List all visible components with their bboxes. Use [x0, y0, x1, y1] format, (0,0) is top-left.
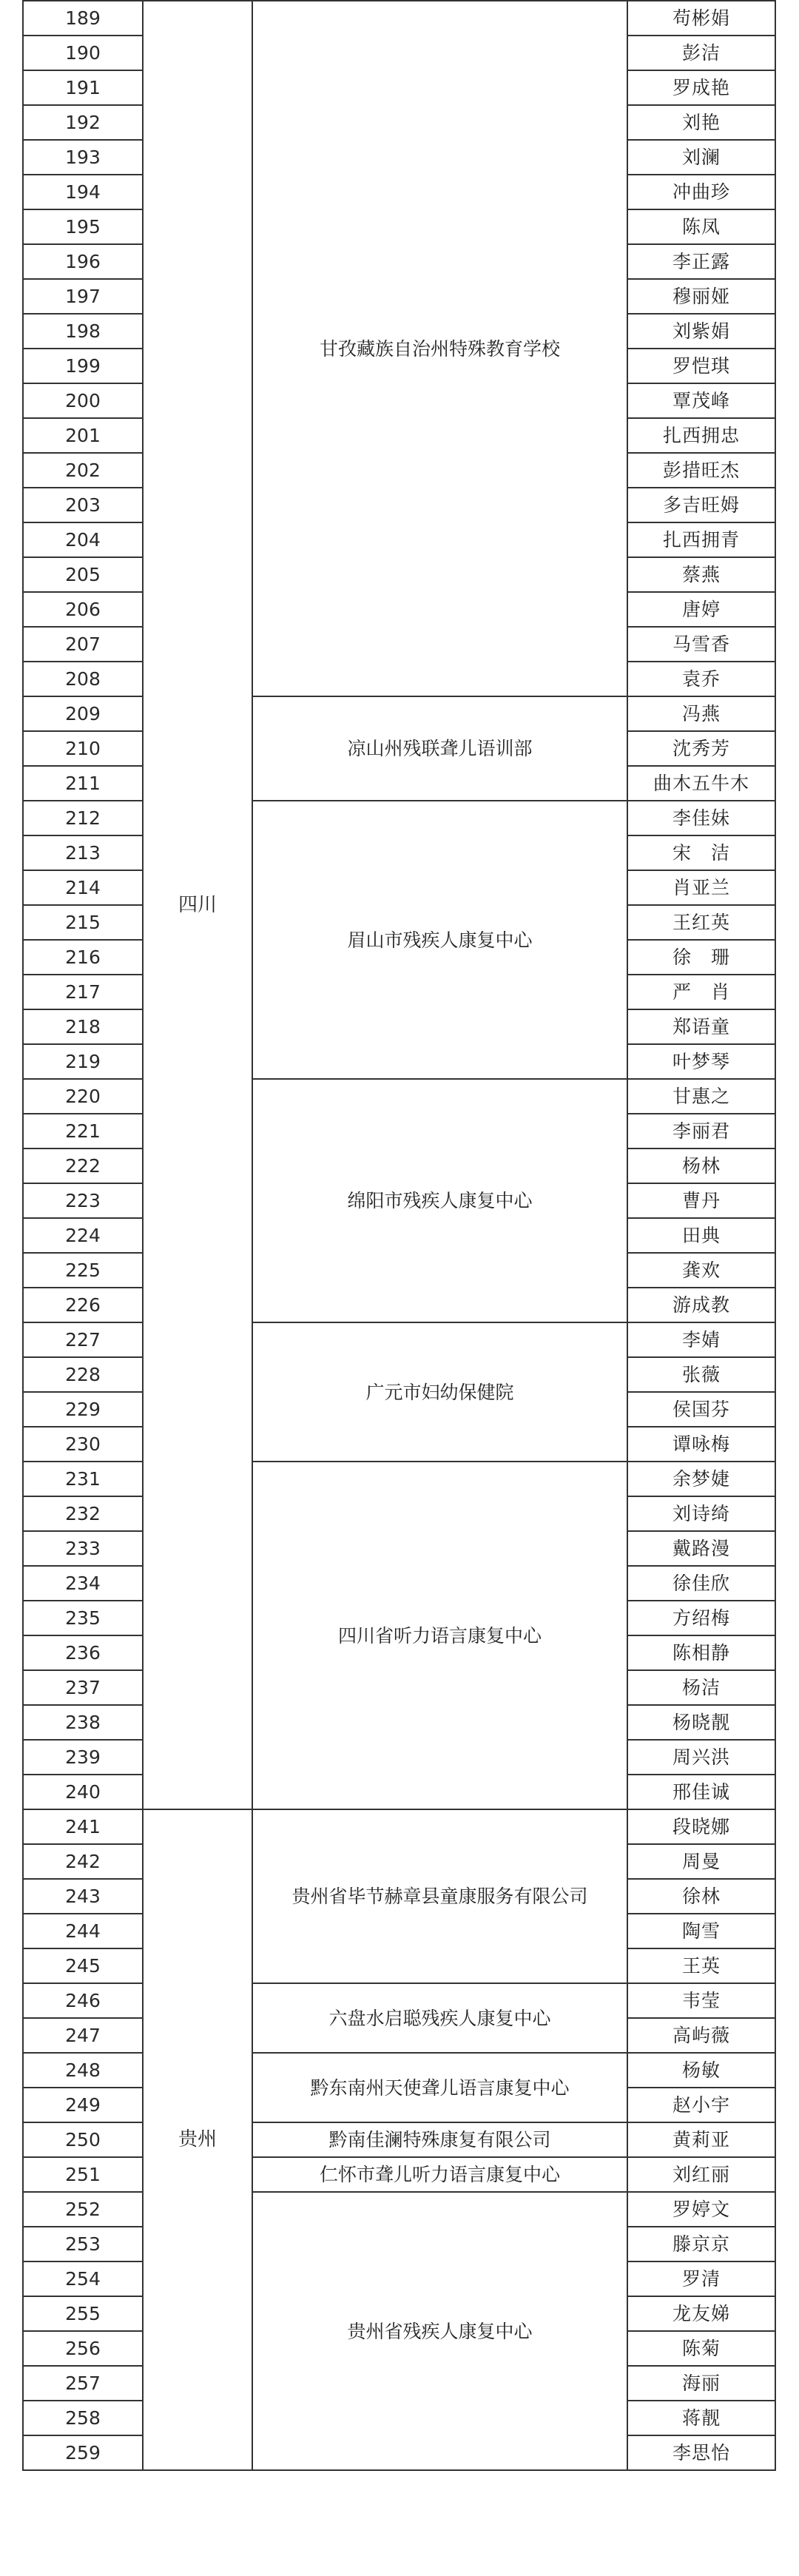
serial-number-cell: 235: [23, 1601, 143, 1635]
person-name-cell: 周曼: [627, 1844, 775, 1879]
serial-number-cell: 231: [23, 1462, 143, 1496]
serial-number-cell: 244: [23, 1914, 143, 1948]
serial-number-cell: 198: [23, 314, 143, 349]
province-cell: 贵州: [143, 1809, 252, 2470]
person-name-cell: 覃茂峰: [627, 383, 775, 418]
person-name-cell: 李思怡: [627, 2435, 775, 2470]
person-name-cell: 李佳妹: [627, 801, 775, 835]
serial-number-cell: 190: [23, 36, 143, 70]
table-row: [23, 2157, 775, 2192]
organization-cell: 六盘水启聪残疾人康复中心: [252, 1983, 627, 2053]
person-name-cell: 杨敏: [627, 2053, 775, 2088]
person-name-cell: 刘诗绮: [627, 1496, 775, 1531]
person-name-cell: 侯国芬: [627, 1392, 775, 1427]
table-row: [23, 1322, 775, 1357]
serial-number-cell: 251: [23, 2157, 143, 2192]
person-name-cell: 甘惠之: [627, 1079, 775, 1114]
person-name-cell: 蔡燕: [627, 557, 775, 592]
serial-number-cell: 230: [23, 1427, 143, 1462]
serial-number-cell: 205: [23, 557, 143, 592]
organization-cell: 广元市妇幼保健院: [252, 1322, 627, 1462]
serial-number-cell: 208: [23, 662, 143, 696]
person-name-cell: 谭咏梅: [627, 1427, 775, 1462]
serial-number-cell: 254: [23, 2261, 143, 2296]
table-row: [23, 2192, 775, 2227]
person-name-cell: 蒋靓: [627, 2401, 775, 2435]
serial-number-cell: 206: [23, 592, 143, 627]
person-name-cell: 赵小宇: [627, 2088, 775, 2122]
person-name-cell: 游成教: [627, 1288, 775, 1322]
person-name-cell: 叶梦琴: [627, 1044, 775, 1079]
table-row: [23, 696, 775, 731]
serial-number-cell: 212: [23, 801, 143, 835]
serial-number-cell: 237: [23, 1670, 143, 1705]
person-name-cell: 唐婷: [627, 592, 775, 627]
organization-cell: 仁怀市聋儿听力语言康复中心: [252, 2157, 627, 2192]
serial-number-cell: 221: [23, 1114, 143, 1149]
province-cell: 四川: [143, 1, 252, 1809]
person-name-cell: 陈凤: [627, 209, 775, 244]
person-name-cell: 罗婷文: [627, 2192, 775, 2227]
person-name-cell: 刘澜: [627, 140, 775, 175]
serial-number-cell: 243: [23, 1879, 143, 1914]
person-name-cell: 穆丽娅: [627, 279, 775, 314]
person-name-cell: 周兴洪: [627, 1740, 775, 1775]
serial-number-cell: 192: [23, 105, 143, 140]
serial-number-cell: 257: [23, 2366, 143, 2401]
serial-number-cell: 241: [23, 1809, 143, 1844]
organization-cell: 甘孜藏族自治州特殊教育学校: [252, 1, 627, 696]
serial-number-cell: 196: [23, 244, 143, 279]
person-name-cell: 徐佳欣: [627, 1566, 775, 1601]
roster-body: [23, 1, 775, 2470]
person-name-cell: 徐林: [627, 1879, 775, 1914]
serial-number-cell: 200: [23, 383, 143, 418]
person-name-cell: 戴路漫: [627, 1531, 775, 1566]
serial-number-cell: 201: [23, 418, 143, 453]
serial-number-cell: 227: [23, 1322, 143, 1357]
person-name-cell: 刘艳: [627, 105, 775, 140]
person-name-cell: 袁乔: [627, 662, 775, 696]
person-name-cell: 杨洁: [627, 1670, 775, 1705]
organization-cell: 贵州省残疾人康复中心: [252, 2192, 627, 2470]
organization-cell: 眉山市残疾人康复中心: [252, 801, 627, 1079]
serial-number-cell: 193: [23, 140, 143, 175]
person-name-cell: 李正露: [627, 244, 775, 279]
serial-number-cell: 233: [23, 1531, 143, 1566]
serial-number-cell: 259: [23, 2435, 143, 2470]
serial-number-cell: 211: [23, 766, 143, 801]
person-name-cell: 冲曲珍: [627, 175, 775, 209]
roster-table: [22, 0, 776, 2471]
serial-number-cell: 189: [23, 1, 143, 36]
serial-number-cell: 236: [23, 1635, 143, 1670]
serial-number-cell: 216: [23, 940, 143, 975]
table-row: [23, 2053, 775, 2088]
serial-number-cell: 220: [23, 1079, 143, 1114]
person-name-cell: 严 肖: [627, 975, 775, 1009]
serial-number-cell: 222: [23, 1149, 143, 1183]
person-name-cell: 曹丹: [627, 1183, 775, 1218]
serial-number-cell: 197: [23, 279, 143, 314]
person-name-cell: 徐 珊: [627, 940, 775, 975]
person-name-cell: 邢佳诚: [627, 1775, 775, 1809]
person-name-cell: 扎西拥忠: [627, 418, 775, 453]
person-name-cell: 苟彬娟: [627, 1, 775, 36]
serial-number-cell: 195: [23, 209, 143, 244]
serial-number-cell: 207: [23, 627, 143, 662]
serial-number-cell: 223: [23, 1183, 143, 1218]
organization-cell: 四川省听力语言康复中心: [252, 1462, 627, 1809]
person-name-cell: 罗清: [627, 2261, 775, 2296]
table-row: [23, 1983, 775, 2018]
organization-cell: 凉山州残联聋儿语训部: [252, 696, 627, 801]
serial-number-cell: 249: [23, 2088, 143, 2122]
serial-number-cell: 209: [23, 696, 143, 731]
person-name-cell: 曲木五牛木: [627, 766, 775, 801]
serial-number-cell: 214: [23, 870, 143, 905]
serial-number-cell: 247: [23, 2018, 143, 2053]
serial-number-cell: 252: [23, 2192, 143, 2227]
person-name-cell: 李丽君: [627, 1114, 775, 1149]
serial-number-cell: 234: [23, 1566, 143, 1601]
serial-number-cell: 232: [23, 1496, 143, 1531]
person-name-cell: 陶雪: [627, 1914, 775, 1948]
serial-number-cell: 213: [23, 835, 143, 870]
serial-number-cell: 194: [23, 175, 143, 209]
serial-number-cell: 191: [23, 70, 143, 105]
table-row: [23, 2122, 775, 2157]
serial-number-cell: 246: [23, 1983, 143, 2018]
table-row: [23, 1462, 775, 1496]
person-name-cell: 田典: [627, 1218, 775, 1253]
person-name-cell: 陈菊: [627, 2331, 775, 2366]
serial-number-cell: 253: [23, 2227, 143, 2261]
person-name-cell: 黄莉亚: [627, 2122, 775, 2157]
person-name-cell: 扎西拥青: [627, 522, 775, 557]
person-name-cell: 张薇: [627, 1357, 775, 1392]
person-name-cell: 陈相静: [627, 1635, 775, 1670]
serial-number-cell: 250: [23, 2122, 143, 2157]
person-name-cell: 刘红丽: [627, 2157, 775, 2192]
person-name-cell: 段晓娜: [627, 1809, 775, 1844]
serial-number-cell: 242: [23, 1844, 143, 1879]
serial-number-cell: 239: [23, 1740, 143, 1775]
serial-number-cell: 203: [23, 488, 143, 522]
serial-number-cell: 256: [23, 2331, 143, 2366]
person-name-cell: 沈秀芳: [627, 731, 775, 766]
person-name-cell: 罗恺琪: [627, 349, 775, 383]
person-name-cell: 罗成艳: [627, 70, 775, 105]
table-row: [23, 1079, 775, 1114]
serial-number-cell: 217: [23, 975, 143, 1009]
serial-number-cell: 229: [23, 1392, 143, 1427]
organization-cell: 绵阳市残疾人康复中心: [252, 1079, 627, 1322]
serial-number-cell: 202: [23, 453, 143, 488]
person-name-cell: 韦莹: [627, 1983, 775, 2018]
serial-number-cell: 245: [23, 1948, 143, 1983]
person-name-cell: 彭洁: [627, 36, 775, 70]
organization-cell: 黔东南州天使聋儿语言康复中心: [252, 2053, 627, 2122]
person-name-cell: 冯燕: [627, 696, 775, 731]
serial-number-cell: 204: [23, 522, 143, 557]
serial-number-cell: 210: [23, 731, 143, 766]
person-name-cell: 龙友娣: [627, 2296, 775, 2331]
serial-number-cell: 248: [23, 2053, 143, 2088]
person-name-cell: 余梦婕: [627, 1462, 775, 1496]
person-name-cell: 滕京京: [627, 2227, 775, 2261]
serial-number-cell: 218: [23, 1009, 143, 1044]
person-name-cell: 王英: [627, 1948, 775, 1983]
serial-number-cell: 199: [23, 349, 143, 383]
person-name-cell: 龚欢: [627, 1253, 775, 1288]
table-row: [23, 1, 775, 36]
person-name-cell: 李婧: [627, 1322, 775, 1357]
person-name-cell: 高屿薇: [627, 2018, 775, 2053]
person-name-cell: 马雪香: [627, 627, 775, 662]
person-name-cell: 海丽: [627, 2366, 775, 2401]
person-name-cell: 宋 洁: [627, 835, 775, 870]
serial-number-cell: 219: [23, 1044, 143, 1079]
person-name-cell: 刘紫娟: [627, 314, 775, 349]
person-name-cell: 杨林: [627, 1149, 775, 1183]
table-row: [23, 801, 775, 835]
organization-cell: 贵州省毕节赫章县童康服务有限公司: [252, 1809, 627, 1983]
serial-number-cell: 224: [23, 1218, 143, 1253]
serial-number-cell: 240: [23, 1775, 143, 1809]
person-name-cell: 郑语童: [627, 1009, 775, 1044]
person-name-cell: 杨晓靓: [627, 1705, 775, 1740]
serial-number-cell: 258: [23, 2401, 143, 2435]
person-name-cell: 肖亚兰: [627, 870, 775, 905]
person-name-cell: 王红英: [627, 905, 775, 940]
serial-number-cell: 226: [23, 1288, 143, 1322]
person-name-cell: 多吉旺姆: [627, 488, 775, 522]
serial-number-cell: 215: [23, 905, 143, 940]
serial-number-cell: 255: [23, 2296, 143, 2331]
person-name-cell: 彭措旺杰: [627, 453, 775, 488]
serial-number-cell: 238: [23, 1705, 143, 1740]
table-row: [23, 1809, 775, 1844]
person-name-cell: 方绍梅: [627, 1601, 775, 1635]
serial-number-cell: 228: [23, 1357, 143, 1392]
organization-cell: 黔南佳澜特殊康复有限公司: [252, 2122, 627, 2157]
serial-number-cell: 225: [23, 1253, 143, 1288]
